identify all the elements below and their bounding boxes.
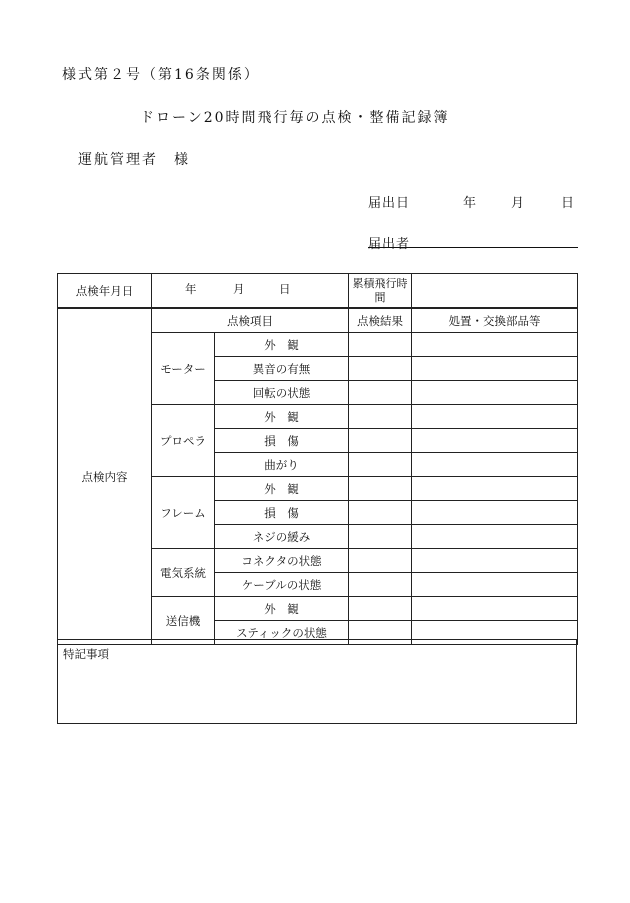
group-transmitter: 送信機 <box>152 597 215 645</box>
action-cell[interactable] <box>412 477 578 501</box>
date-day-label: 日 <box>279 282 291 296</box>
date-month-label: 月 <box>233 282 245 296</box>
inspection-content-label: 点検内容 <box>58 308 152 645</box>
item-label: 異音の有無 <box>215 357 349 381</box>
action-cell[interactable] <box>412 405 578 429</box>
inspection-date-label: 点検年月日 <box>58 274 152 309</box>
action-cell[interactable] <box>412 597 578 621</box>
item-label: 損 傷 <box>215 429 349 453</box>
group-frame: フレーム <box>152 477 215 549</box>
item-label: ケーブルの状態 <box>215 573 349 597</box>
remarks-box[interactable] <box>57 639 577 724</box>
addressee: 運航管理者 様 <box>78 152 190 168</box>
action-cell[interactable] <box>412 573 578 597</box>
action-cell[interactable] <box>412 333 578 357</box>
result-cell[interactable] <box>349 333 412 357</box>
result-cell[interactable] <box>349 357 412 381</box>
result-cell[interactable] <box>349 429 412 453</box>
item-label: 外 観 <box>215 405 349 429</box>
item-label: 外 観 <box>215 597 349 621</box>
group-motor: モーター <box>152 333 215 405</box>
inspection-record-table <box>57 273 578 645</box>
action-cell[interactable] <box>412 501 578 525</box>
submission-year-label: 年 <box>463 196 477 211</box>
group-propeller: プロペラ <box>152 405 215 477</box>
inspection-date-field[interactable] <box>152 274 349 309</box>
column-result: 点検結果 <box>349 308 412 333</box>
item-label: 曲がり <box>215 453 349 477</box>
action-cell[interactable] <box>412 453 578 477</box>
result-cell[interactable] <box>349 573 412 597</box>
result-cell[interactable] <box>349 549 412 573</box>
action-cell[interactable] <box>412 549 578 573</box>
remarks-label: 特記事項 <box>63 647 109 661</box>
form-number: 様式第２号（第16条関係） <box>62 67 260 83</box>
item-label: 損 傷 <box>215 501 349 525</box>
result-cell[interactable] <box>349 453 412 477</box>
result-cell[interactable] <box>349 405 412 429</box>
group-electrical: 電気系統 <box>152 549 215 597</box>
document-title: ドローン20時間飛行毎の点検・整備記録簿 <box>140 110 450 126</box>
result-cell[interactable] <box>349 597 412 621</box>
column-inspection-item: 点検項目 <box>152 308 349 333</box>
date-year-label: 年 <box>185 282 197 296</box>
submission-day-label: 日 <box>561 196 575 211</box>
result-cell[interactable] <box>349 525 412 549</box>
submission-month-label: 月 <box>511 196 525 211</box>
submitter-signature-line[interactable] <box>368 247 578 248</box>
result-cell[interactable] <box>349 501 412 525</box>
action-cell[interactable] <box>412 381 578 405</box>
cumulative-flight-time-label: 累積飛行時間 <box>349 274 412 309</box>
item-label: 外 観 <box>215 477 349 501</box>
submission-date-label: 届出日 <box>368 196 411 211</box>
result-cell[interactable] <box>349 477 412 501</box>
action-cell[interactable] <box>412 429 578 453</box>
item-label: コネクタの状態 <box>215 549 349 573</box>
action-cell[interactable] <box>412 525 578 549</box>
cumulative-flight-time-field[interactable] <box>412 274 578 309</box>
item-label: ネジの緩み <box>215 525 349 549</box>
action-cell[interactable] <box>412 357 578 381</box>
item-label: 回転の状態 <box>215 381 349 405</box>
item-label: スティックの状態 <box>215 621 349 645</box>
submitter-label: 届出者 <box>368 237 411 252</box>
column-action: 処置・交換部品等 <box>412 308 578 333</box>
result-cell[interactable] <box>349 381 412 405</box>
item-label: 外 観 <box>215 333 349 357</box>
